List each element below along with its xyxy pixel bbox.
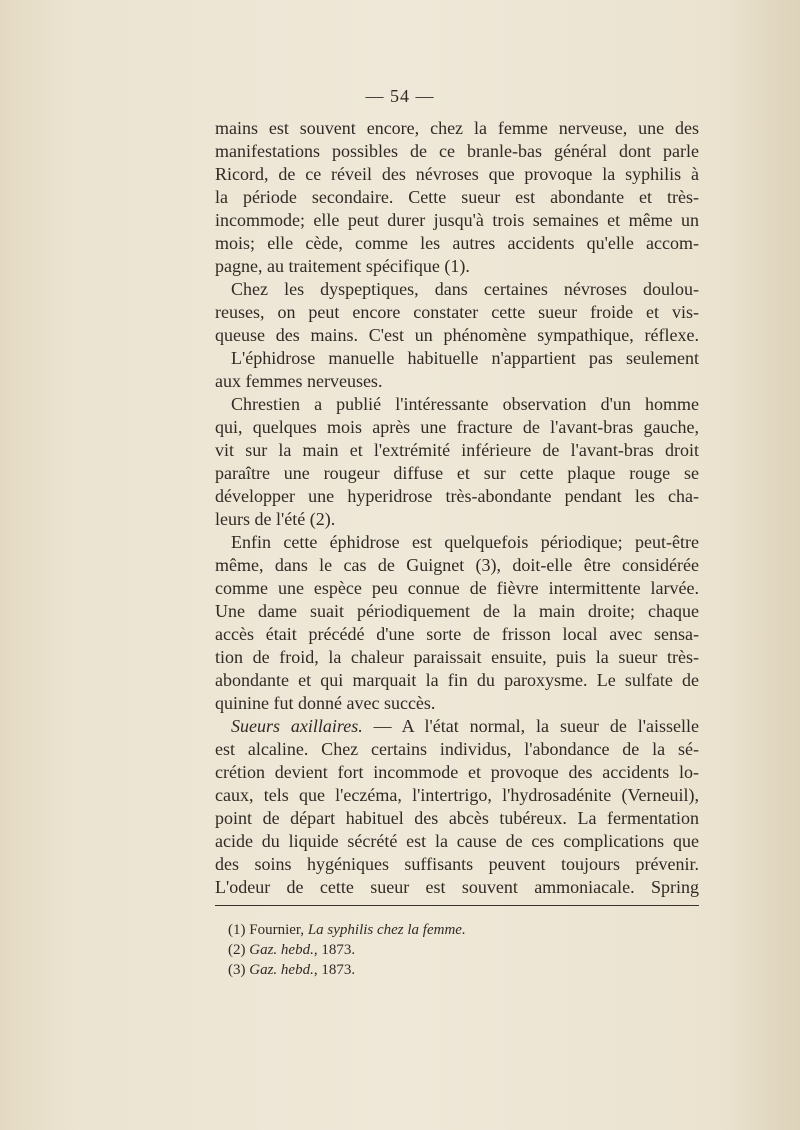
line-text: crétion devient fort incommode et provoque des accidents lo- [215, 762, 699, 782]
line-text: mois; elle cède, comme les autres accidents qu'elle accom- [215, 233, 699, 253]
footnote-text: (1) Fournier, [228, 922, 308, 938]
body-text [215, 117, 699, 899]
footnote [228, 960, 698, 980]
text-line [215, 209, 699, 232]
text-line [215, 140, 699, 163]
text-line [215, 232, 699, 255]
footnote-text: (2) [228, 942, 250, 958]
line-text: quinine fut donné avec succès. [215, 693, 436, 713]
line-text: pagne, au traitement spécifique (1). [215, 256, 470, 276]
line-text: Une dame suait périodiquement de la main droite; chaque [215, 601, 699, 621]
line-text: L'éphidrose manuelle habituelle n'appartient pas seulement [231, 348, 699, 368]
text-line [215, 163, 699, 186]
footnote-citation: Gaz. hebd. [249, 942, 314, 958]
text-line [215, 186, 699, 209]
footnote-text: , 1873. [313, 962, 356, 978]
line-text: Chrestien a publié l'intéressante observation d'un homme [231, 394, 699, 414]
text-line [215, 462, 699, 485]
line-text: accès était précédé d'une sorte de frisson local avec sensa- [215, 624, 699, 644]
line-text: Ricord, de ce réveil des névroses que provoque la syphilis à [215, 164, 699, 184]
page-number: — 54 — [365, 86, 435, 106]
line-text: caux, tels que l'eczéma, l'intertrigo, l'hydrosadénite (Verneuil), [215, 785, 699, 805]
line-text: des soins hygéniques suffisants peuvent toujours prévenir. [215, 854, 699, 874]
text-line [215, 600, 699, 623]
line-text: leurs de l'été (2). [215, 509, 336, 529]
line-text: développer une hyperidrose très-abondante pendant les cha- [215, 486, 699, 506]
line-text: — A l'état normal, la sueur de l'aisselle [362, 716, 699, 736]
text-line [215, 347, 699, 370]
line-text: mains est souvent encore, chez la femme nerveuse, une des [215, 118, 699, 138]
text-line [215, 715, 699, 738]
footnote-text: , 1873. [313, 942, 356, 958]
footnote [228, 920, 698, 940]
text-line [215, 255, 699, 278]
line-text: incommode; elle peut durer jusqu'à trois semaines et même un [215, 210, 699, 230]
text-line [215, 738, 699, 761]
text-line [215, 761, 699, 784]
line-text: Enfin cette éphidrose est quelquefois périodique; peut-être [231, 532, 699, 552]
line-text: abondante et qui marquait la fin du paroxysme. Le sulfate de [215, 670, 699, 690]
line-text: L'odeur de cette sueur est souvent ammoniacale. Spring [215, 877, 699, 897]
footnote-citation: La syphilis chez la femme. [307, 922, 466, 938]
line-text: la période secondaire. Cette sueur est abondante et très- [215, 187, 699, 207]
text-line [215, 807, 699, 830]
text-line [215, 646, 699, 669]
line-text: aux femmes nerveuses. [215, 371, 383, 391]
line-text: qui, quelques mois après une fracture de l'avant-bras gauche, [215, 417, 699, 437]
text-line [215, 577, 699, 600]
footnote-divider [215, 905, 699, 906]
text-line [215, 508, 699, 531]
italic-heading: Sueurs axillaires. [231, 716, 363, 736]
text-line [215, 301, 699, 324]
footnote-text: (3) [228, 962, 250, 978]
text-line [215, 692, 699, 715]
text-line [215, 393, 699, 416]
line-text: vit sur la main et l'extrémité inférieure de l'avant-bras droit [215, 440, 699, 460]
text-line [215, 876, 699, 899]
text-line [215, 416, 699, 439]
text-line [215, 554, 699, 577]
line-text: manifestations possibles de ce branle-bas général dont parle [215, 141, 699, 161]
text-line [215, 830, 699, 853]
line-text: tion de froid, la chaleur paraissait ensuite, puis la sueur très- [215, 647, 699, 667]
line-text: Chez les dyspeptiques, dans certaines névroses doulou- [231, 279, 699, 299]
footnotes [228, 920, 698, 980]
text-line [215, 370, 699, 393]
text-line [215, 669, 699, 692]
footnote [228, 940, 698, 960]
text-line [215, 784, 699, 807]
text-line [215, 853, 699, 876]
line-text: comme une espèce peu connue de fièvre intermittente larvée. [215, 578, 699, 598]
footnote-citation: Gaz. hebd. [249, 962, 314, 978]
text-line [215, 278, 699, 301]
text-line [215, 117, 699, 140]
text-line [215, 324, 699, 347]
line-text: reuses, on peut encore constater cette sueur froide et vis- [215, 302, 699, 322]
line-text: est alcaline. Chez certains individus, l'abondance de la sé- [215, 739, 699, 759]
line-text: même, dans le cas de Guignet (3), doit-elle être considérée [215, 555, 699, 575]
line-text: point de départ habituel des abcès tubéreux. La fermentation [215, 808, 699, 828]
text-line [215, 531, 699, 554]
text-line [215, 623, 699, 646]
text-line [215, 485, 699, 508]
line-text: paraître une rougeur diffuse et sur cette plaque rouge se [215, 463, 699, 483]
line-text: queuse des mains. C'est un phénomène sympathique, réflexe. [215, 325, 699, 345]
line-text: acide du liquide sécrété est la cause de ces complications que [215, 831, 699, 851]
text-line [215, 439, 699, 462]
